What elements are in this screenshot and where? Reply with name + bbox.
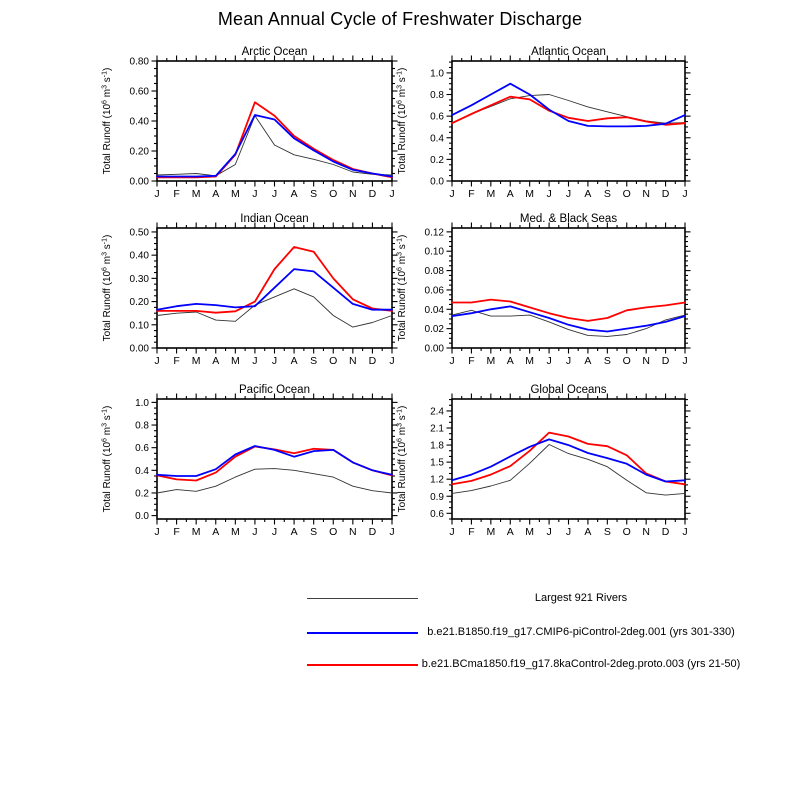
series-line <box>452 445 685 496</box>
plot-frame <box>452 399 685 519</box>
x-tick-label: F <box>173 355 180 367</box>
x-tick-label: A <box>584 188 592 200</box>
series-line <box>452 95 685 124</box>
y-tick-label: 0.4 <box>135 465 149 477</box>
x-tick-label: F <box>468 188 475 200</box>
x-tick-label: M <box>191 188 201 200</box>
series-line <box>452 310 685 336</box>
y-tick-label: 2.4 <box>430 406 444 418</box>
chart-title: Indian Ocean <box>240 213 309 225</box>
legend-label: b.e21.BCma1850.f19_g17.8kaControl-2deg.proto.003 (yrs 21-50) <box>421 658 741 670</box>
x-tick-label: J <box>546 526 552 538</box>
x-tick-label: J <box>546 188 552 200</box>
x-tick-label: O <box>622 526 631 538</box>
x-tick-label: M <box>525 355 535 367</box>
x-tick-label: O <box>622 355 631 367</box>
y-tick-label: 0.02 <box>424 324 444 336</box>
y-tick-label: 0.00 <box>424 343 444 355</box>
x-tick-label: M <box>230 188 240 200</box>
y-tick-label: 0.2 <box>430 154 444 166</box>
x-tick-label: N <box>642 526 650 538</box>
y-tick-label: 1.0 <box>135 397 149 409</box>
y-tick-label: 0.20 <box>129 146 149 158</box>
y-tick-label: 0.6 <box>430 111 444 123</box>
x-tick-label: A <box>290 526 298 538</box>
x-tick-label: J <box>449 188 455 200</box>
x-tick-label: J <box>389 526 395 538</box>
x-tick-label: N <box>349 355 357 367</box>
x-tick-label: J <box>389 355 395 367</box>
series-line <box>157 269 392 310</box>
y-tick-label: 0.6 <box>430 508 444 520</box>
series-line <box>157 102 392 177</box>
x-tick-label: F <box>173 526 180 538</box>
x-tick-label: M <box>486 526 496 538</box>
x-tick-label: J <box>389 188 395 200</box>
x-tick-label: M <box>525 526 535 538</box>
legend-entry-picontrol <box>0 624 800 641</box>
y-tick-label: 1.2 <box>430 474 444 486</box>
y-tick-label: 0.60 <box>129 86 149 98</box>
x-tick-label: F <box>173 188 180 200</box>
x-tick-label: N <box>349 526 357 538</box>
x-tick-label: J <box>271 355 278 367</box>
x-tick-label: A <box>506 526 514 538</box>
x-tick-label: O <box>329 355 338 367</box>
x-tick-label: F <box>468 355 475 367</box>
x-tick-label: O <box>329 526 338 538</box>
x-tick-label: A <box>506 188 514 200</box>
x-tick-label: M <box>230 355 240 367</box>
legend-label: Largest 921 Rivers <box>534 592 628 604</box>
chart-title: Pacific Ocean <box>239 384 310 396</box>
y-tick-label: 0.08 <box>424 266 444 278</box>
y-tick-label: 0.6 <box>135 443 149 455</box>
x-tick-label: N <box>642 355 650 367</box>
y-tick-label: 0.2 <box>135 488 149 500</box>
y-tick-label: 0.20 <box>129 297 149 309</box>
legend-line-blue <box>307 632 418 634</box>
legend-line-red <box>307 664 418 666</box>
x-tick-label: D <box>368 355 377 367</box>
chart-global-oceans <box>380 378 720 556</box>
series-line <box>452 306 685 331</box>
series-line <box>157 116 392 176</box>
x-tick-label: J <box>565 188 572 200</box>
x-tick-label: D <box>661 355 670 367</box>
y-tick-label: 0.10 <box>129 320 149 332</box>
chart-arctic-ocean <box>85 40 425 218</box>
y-tick-label: 0.50 <box>129 227 149 239</box>
x-tick-label: S <box>603 188 611 200</box>
y-tick-label: 0.9 <box>430 491 444 503</box>
x-tick-label: M <box>525 188 535 200</box>
x-tick-label: J <box>154 188 160 200</box>
x-tick-label: S <box>310 526 318 538</box>
x-tick-label: J <box>546 355 552 367</box>
chart-atlantic-ocean <box>380 40 720 218</box>
chart-title: Arctic Ocean <box>241 46 308 58</box>
y-tick-label: 0.40 <box>129 116 149 128</box>
series-line <box>157 247 392 313</box>
x-tick-label: A <box>290 355 298 367</box>
x-tick-label: S <box>603 355 611 367</box>
y-axis-title: Total Runoff ($10^6$ $m^3$ $s^{-1}$) <box>396 67 408 175</box>
x-tick-label: J <box>682 526 688 538</box>
x-tick-label: D <box>368 188 377 200</box>
x-tick-label: S <box>603 526 611 538</box>
y-tick-label: 0.12 <box>424 227 444 239</box>
x-tick-label: A <box>584 355 592 367</box>
series-line <box>452 84 685 127</box>
x-tick-label: J <box>252 188 258 200</box>
chart-title: Global Oceans <box>530 384 607 396</box>
y-tick-label: 1.5 <box>430 457 444 469</box>
x-tick-label: O <box>329 188 338 200</box>
x-tick-label: A <box>506 355 514 367</box>
chart-pacific-ocean <box>85 378 425 556</box>
x-tick-label: O <box>622 188 631 200</box>
x-tick-label: J <box>682 355 688 367</box>
plot-frame <box>157 399 392 519</box>
y-axis-title: Total Runoff ($10^6$ $m^3$ $s^{-1}$) <box>396 405 408 513</box>
x-tick-label: S <box>310 355 318 367</box>
y-axis-title: Total Runoff ($10^6$ $m^3$ $s^{-1}$) <box>101 405 113 513</box>
x-tick-label: J <box>252 526 258 538</box>
x-tick-label: J <box>449 355 455 367</box>
y-tick-label: 0.0 <box>430 176 444 188</box>
chart-title: Atlantic Ocean <box>531 46 606 58</box>
y-axis-title: Total Runoff ($10^6$ $m^3$ $s^{-1}$) <box>101 234 113 342</box>
x-tick-label: A <box>212 188 220 200</box>
x-tick-label: J <box>449 526 455 538</box>
chart-title: Med. & Black Seas <box>519 213 618 225</box>
plot-frame <box>157 61 392 181</box>
x-tick-label: J <box>565 355 572 367</box>
page-title: Mean Annual Cycle of Freshwater Discharge <box>217 9 583 29</box>
y-tick-label: 0.04 <box>424 304 444 316</box>
x-tick-label: N <box>349 188 357 200</box>
x-tick-label: F <box>468 526 475 538</box>
x-tick-label: S <box>310 188 318 200</box>
x-tick-label: M <box>230 526 240 538</box>
y-tick-label: 2.1 <box>430 423 444 435</box>
x-tick-label: D <box>368 526 377 538</box>
y-tick-label: 0.10 <box>424 246 444 258</box>
x-tick-label: D <box>661 526 670 538</box>
y-tick-label: 0.00 <box>129 343 149 355</box>
x-tick-label: M <box>191 355 201 367</box>
x-tick-label: J <box>154 355 160 367</box>
x-tick-label: J <box>252 355 258 367</box>
x-tick-label: J <box>154 526 160 538</box>
x-tick-label: A <box>290 188 298 200</box>
chart-indian-ocean <box>85 207 425 385</box>
x-tick-label: M <box>486 355 496 367</box>
series-line <box>157 446 392 476</box>
legend-entry-largest-rivers <box>0 590 800 607</box>
y-tick-label: 1.8 <box>430 440 444 452</box>
y-tick-label: 0.30 <box>129 273 149 285</box>
x-tick-label: A <box>584 526 592 538</box>
x-tick-label: D <box>661 188 670 200</box>
legend-entry-8kacontrol <box>0 656 800 673</box>
y-tick-label: 0.8 <box>135 420 149 432</box>
y-tick-label: 1.0 <box>430 68 444 80</box>
y-tick-label: 0.40 <box>129 250 149 262</box>
y-tick-label: 0.8 <box>430 90 444 102</box>
x-tick-label: A <box>212 526 220 538</box>
y-axis-title: Total Runoff ($10^6$ $m^3$ $s^{-1}$) <box>101 67 113 175</box>
y-tick-label: 0.00 <box>129 176 149 188</box>
x-tick-label: M <box>486 188 496 200</box>
x-tick-label: J <box>271 188 278 200</box>
series-line <box>157 289 392 327</box>
y-tick-label: 0.80 <box>129 56 149 68</box>
x-tick-label: A <box>212 355 220 367</box>
legend-line-black <box>307 598 418 599</box>
y-axis-title: Total Runoff ($10^6$ $m^3$ $s^{-1}$) <box>396 234 408 342</box>
chart-med-black-seas <box>380 207 720 385</box>
x-tick-label: J <box>271 526 278 538</box>
legend-label: b.e21.B1850.f19_g17.CMIP6-piControl-2deg.001 (yrs 301-330) <box>427 626 735 638</box>
x-tick-label: J <box>565 526 572 538</box>
y-tick-label: 0.06 <box>424 285 444 297</box>
x-tick-label: N <box>642 188 650 200</box>
series-line <box>157 115 392 177</box>
y-tick-label: 0.0 <box>135 511 149 523</box>
x-tick-label: J <box>682 188 688 200</box>
y-tick-label: 0.4 <box>430 133 444 145</box>
x-tick-label: M <box>191 526 201 538</box>
